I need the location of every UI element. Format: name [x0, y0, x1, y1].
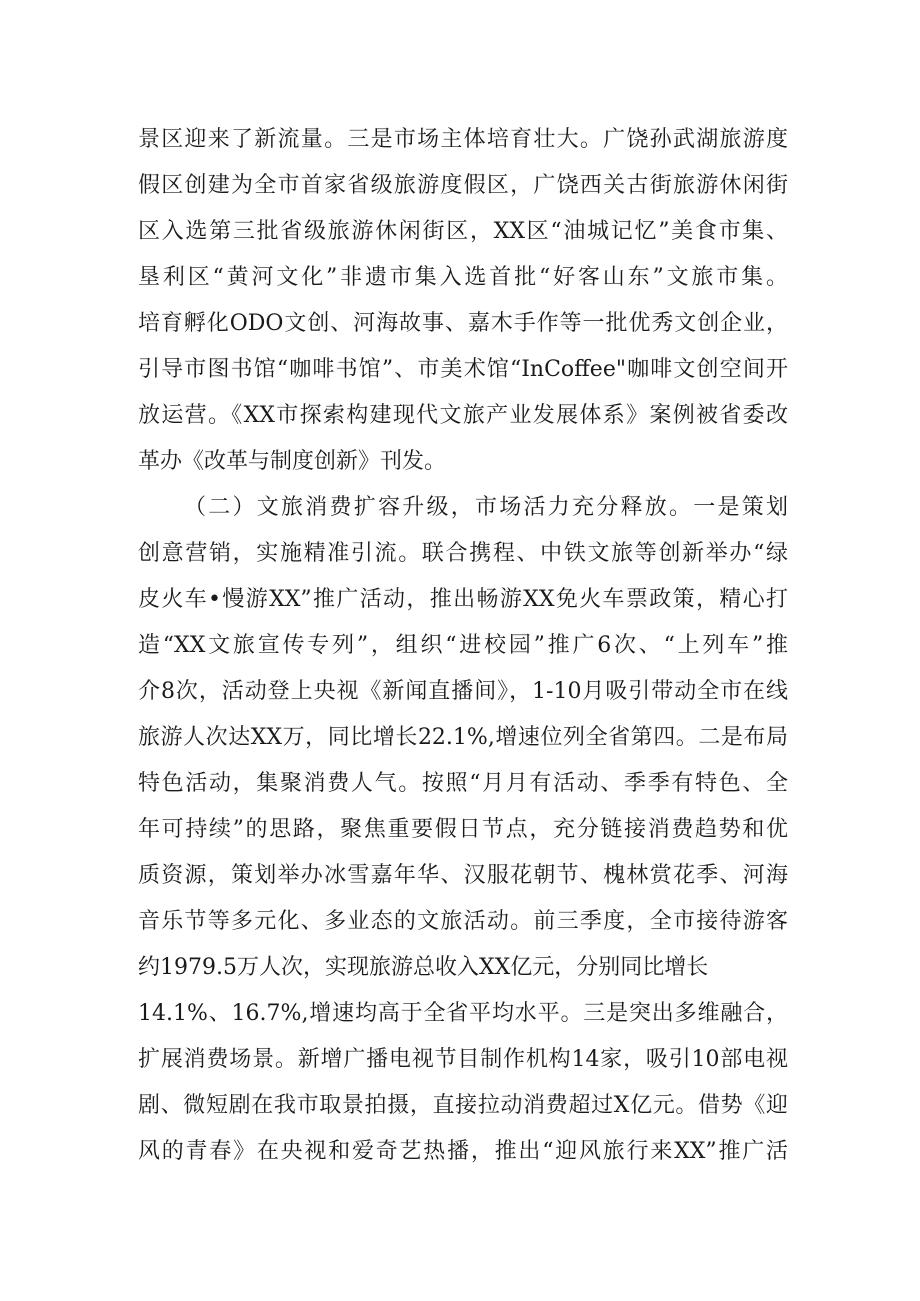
- paragraph-line: 皮火车•慢游XX”推广活动，推出畅游XX免火车票政策，精心打: [138, 587, 788, 612]
- paragraph-line: 放运营。《XX市探索构建现代文旅产业发展体系》案例被省委改: [138, 403, 788, 428]
- paragraph-line: 革办《改革与制度创新》刊发。: [138, 449, 447, 474]
- paragraph-line: 14.1%、16.7%,增速均高于全省平均水平。三是突出多维融合，: [138, 1001, 788, 1026]
- paragraph-line: 剧、微短剧在我市取景拍摄，直接拉动消费超过X亿元。借势《迎: [138, 1093, 788, 1118]
- paragraph-line: 创意营销，实施精准引流。联合携程、中铁文旅等创新举办“绿: [138, 541, 788, 566]
- paragraph-line: 特色活动，集聚消费人气。按照“月月有活动、季季有特色、全: [138, 771, 788, 796]
- section-heading-line: （二）文旅消费扩容升级，市场活力充分释放。一是策划: [184, 495, 788, 520]
- paragraph-line: 扩展消费场景。新增广播电视节目制作机构14家，吸引10部电视: [138, 1047, 788, 1072]
- paragraph-line: 约1979.5万人次，实现旅游总收入XX亿元，分别同比增长: [138, 955, 709, 980]
- paragraph-line: 音乐节等多元化、多业态的文旅活动。前三季度，全市接待游客: [138, 909, 788, 934]
- paragraph-line: 假区创建为全市首家省级旅游度假区，广饶西关古街旅游休闲街: [138, 173, 788, 198]
- paragraph-line: 区入选第三批省级旅游休闲街区，XX区“油城记忆”美食市集、: [138, 219, 788, 244]
- paragraph-line: 风的青春》在央视和爱奇艺热播，推出“迎风旅行来XX”推广活: [138, 1139, 788, 1164]
- paragraph-line: 旅游人次达XX万，同比增长22.1%,增速位列全省第四。二是布局: [138, 725, 788, 750]
- paragraph-line: 景区迎来了新流量。三是市场主体培育壮大。广饶孙武湖旅游度: [138, 127, 788, 152]
- paragraph-line: 引导市图书馆“咖啡书馆”、市美术馆“InCoffee"咖啡文创空间开: [138, 357, 788, 382]
- paragraph-line: 造“XX文旅宣传专列”，组织“进校园”推广6次、“上列车”推: [138, 633, 788, 658]
- paragraph-line: 垦利区“黄河文化”非遗市集入选首批“好客山东”文旅市集。: [138, 265, 788, 290]
- paragraph-line: 培育孵化ODO文创、河海故事、嘉木手作等一批优秀文创企业，: [138, 311, 788, 336]
- paragraph-line: 年可持续”的思路，聚焦重要假日节点，充分链接消费趋势和优: [138, 817, 788, 842]
- paragraph-line: 质资源，策划举办冰雪嘉年华、汉服花朝节、槐林赏花季、河海: [138, 863, 788, 888]
- paragraph-line: 介8次，活动登上央视《新闻直播间》，1-10月吸引带动全市在线: [138, 679, 788, 704]
